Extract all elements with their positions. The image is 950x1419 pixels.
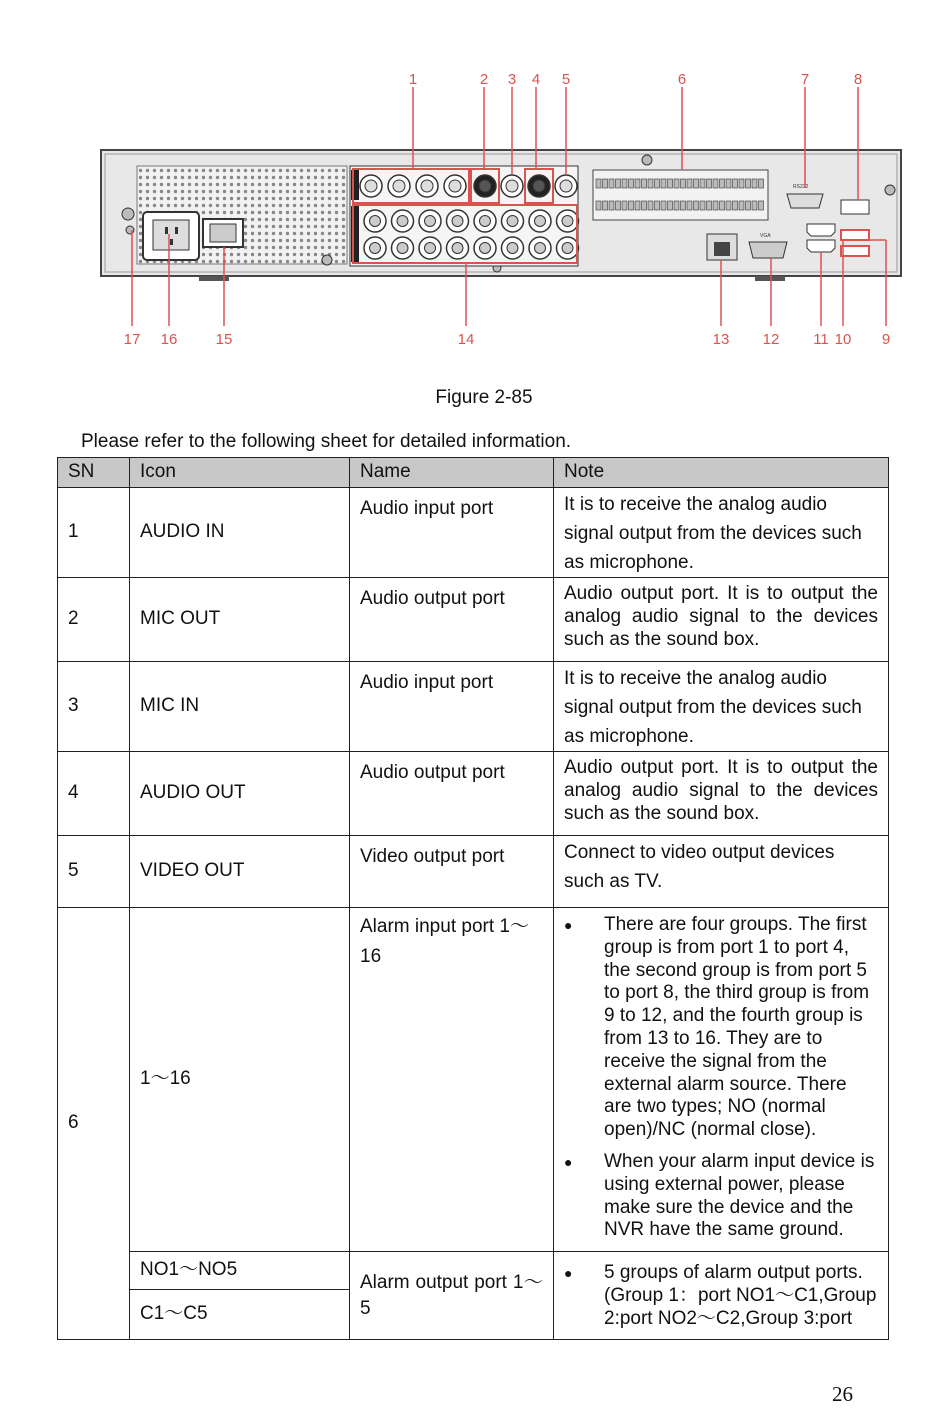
bnc-connector-icon: [388, 175, 410, 197]
bnc-connector-icon: [557, 237, 579, 259]
callout-number: 3: [507, 71, 517, 88]
note-bullet-list: [564, 1262, 878, 1330]
terminal-pin-icon: [648, 179, 653, 188]
note-cell: [554, 1252, 889, 1340]
terminal-pin-icon: [681, 179, 686, 188]
bnc-connector-icon: [474, 237, 496, 259]
terminal-pin-icon: [622, 201, 627, 210]
bnc-connector-icon: [529, 210, 551, 232]
terminal-pin-icon: [687, 179, 692, 188]
name-cell: Audio input port: [350, 488, 554, 578]
table-row: [58, 752, 889, 836]
terminal-pin-icon: [726, 201, 731, 210]
svg-text:VGA: VGA: [760, 233, 771, 239]
terminal-pin-icon: [700, 201, 705, 210]
bnc-connector-icon: [474, 210, 496, 232]
sn-cell: 5: [58, 836, 130, 908]
bnc-connector-icon: [501, 175, 523, 197]
terminal-pin-icon: [674, 179, 679, 188]
terminal-pin-icon: [635, 201, 640, 210]
icon-cell: C1～C5: [130, 1290, 350, 1340]
name-cell: Audio output port: [350, 752, 554, 836]
icon-cell: VIDEO OUT: [130, 836, 350, 908]
table-row: [58, 662, 889, 752]
callout-number: 7: [800, 71, 810, 88]
callout-number: 11: [813, 331, 829, 348]
terminal-pin-icon: [733, 179, 738, 188]
table-header-row: [58, 458, 889, 488]
header-name: Name: [350, 458, 554, 488]
terminal-pin-icon: [707, 179, 712, 188]
terminal-pin-icon: [746, 179, 751, 188]
callout-number: 4: [531, 71, 541, 88]
nvr-rear-panel-figure: [95, 62, 905, 357]
terminal-pin-icon: [726, 179, 731, 188]
list-item: ● 5 groups of alarm output ports. (Group 1：port NO1～C1,Group 2:port NO2～C2,Group 3:port: [564, 1262, 878, 1330]
list-item: ● When your alarm input device is using external power, please make sure the device and the NVR have the same ground.: [564, 1151, 878, 1242]
bnc-connector-icon: [392, 210, 414, 232]
table-row: [58, 836, 889, 908]
terminal-pin-icon: [759, 179, 764, 188]
bnc-connector-icon: [447, 237, 469, 259]
terminal-pin-icon: [596, 201, 601, 210]
terminal-pin-icon: [752, 201, 757, 210]
terminal-pin-icon: [694, 179, 699, 188]
sn-cell: 2: [58, 578, 130, 662]
terminal-pin-icon: [733, 201, 738, 210]
bnc-connector-icon: [364, 237, 386, 259]
sn-cell: 6: [58, 908, 130, 1340]
terminal-pin-icon: [661, 179, 666, 188]
bnc-connector-icon: [419, 237, 441, 259]
bnc-connector-icon: [364, 210, 386, 232]
note-cell: It is to receive the analog audio signal output from the devices such as microphone.: [554, 488, 889, 578]
callout-number: 1: [408, 71, 418, 88]
name-cell: Audio input port: [350, 662, 554, 752]
terminal-pin-icon: [759, 201, 764, 210]
sn-cell: 3: [58, 662, 130, 752]
bnc-connector-icon: [555, 175, 577, 197]
terminal-pin-icon: [739, 201, 744, 210]
terminal-pin-icon: [648, 201, 653, 210]
svg-text:RS232: RS232: [793, 184, 809, 190]
icon-cell: MIC IN: [130, 662, 350, 752]
port-table: [57, 457, 889, 1340]
terminal-pin-icon: [746, 201, 751, 210]
icon-cell: AUDIO IN: [130, 488, 350, 578]
icon-cell: NO1～NO5: [130, 1252, 350, 1290]
terminal-pin-icon: [668, 201, 673, 210]
bnc-connector-icon: [419, 210, 441, 232]
icon-cell: AUDIO OUT: [130, 752, 350, 836]
bnc-connector-icon: [392, 237, 414, 259]
terminal-pin-icon: [707, 201, 712, 210]
callout-number: 15: [215, 331, 233, 348]
callout-number: 10: [834, 331, 852, 348]
bnc-connector-icon: [474, 175, 496, 197]
list-item: ● There are four groups. The first group is from port 1 to port 4, the second group is from port 5 to port 8, the third group is from 9 to 12, and the fourth group is from 13 to 16. They are to receive the signal from the external alarm source. There are two types; NO (normal open)/NC (normal close).: [564, 914, 878, 1142]
intro-text: Please refer to the following sheet for detailed information.: [81, 431, 572, 452]
terminal-pin-icon: [629, 201, 634, 210]
callout-number: 6: [677, 71, 687, 88]
header-sn: SN: [58, 458, 130, 488]
bnc-connector-icon: [557, 210, 579, 232]
name-cell: Video output port: [350, 836, 554, 908]
callout-number: 9: [881, 331, 891, 348]
bnc-connector-icon: [529, 237, 551, 259]
terminal-pin-icon: [661, 201, 666, 210]
terminal-pin-icon: [655, 201, 660, 210]
terminal-pin-icon: [739, 179, 744, 188]
terminal-pin-icon: [752, 179, 757, 188]
icon-cell: MIC OUT: [130, 578, 350, 662]
terminal-pin-icon: [622, 179, 627, 188]
header-note: Note: [554, 458, 889, 488]
terminal-pin-icon: [681, 201, 686, 210]
terminal-pin-icon: [720, 179, 725, 188]
terminal-pin-icon: [687, 201, 692, 210]
bnc-connector-icon: [416, 175, 438, 197]
bnc-connector-icon: [360, 175, 382, 197]
table-row: [58, 488, 889, 578]
name-cell: Alarm input port 1～16: [350, 908, 554, 1252]
bnc-connector-icon: [447, 210, 469, 232]
callout-number: 17: [123, 331, 141, 348]
note-cell: [554, 908, 889, 1252]
callout-number: 14: [457, 331, 475, 348]
terminal-pin-icon: [668, 179, 673, 188]
callout-number: 13: [712, 331, 730, 348]
name-cell: Alarm output port 1～5: [350, 1252, 554, 1340]
icon-cell: 1～16: [130, 908, 350, 1252]
note-cell: Audio output port. It is to output the analog audio signal to the devices such as the sound box.: [554, 578, 889, 662]
terminal-pin-icon: [609, 179, 614, 188]
terminal-pin-icon: [674, 201, 679, 210]
terminal-pin-icon: [694, 201, 699, 210]
note-cell: Connect to video output devices such as TV.: [554, 836, 889, 908]
terminal-pin-icon: [616, 179, 621, 188]
terminal-pin-icon: [635, 179, 640, 188]
sn-cell: 1: [58, 488, 130, 578]
terminal-pin-icon: [713, 179, 718, 188]
note-cell: It is to receive the analog audio signal output from the devices such as microphone.: [554, 662, 889, 752]
terminal-pin-icon: [596, 179, 601, 188]
bnc-connector-icon: [444, 175, 466, 197]
callout-number: 12: [762, 331, 780, 348]
terminal-pin-icon: [629, 179, 634, 188]
note-cell: Audio output port. It is to output the analog audio signal to the devices such as the sound box.: [554, 752, 889, 836]
callout-number: 16: [160, 331, 178, 348]
terminal-pin-icon: [603, 201, 608, 210]
bnc-connector-icon: [502, 210, 524, 232]
terminal-pin-icon: [700, 179, 705, 188]
name-cell: Audio output port: [350, 578, 554, 662]
terminal-pin-icon: [642, 201, 647, 210]
terminal-pin-icon: [609, 201, 614, 210]
table-row: [58, 578, 889, 662]
terminal-pin-icon: [713, 201, 718, 210]
terminal-pin-icon: [603, 179, 608, 188]
figure-caption: Figure 2-85: [435, 387, 533, 408]
header-icon: Icon: [130, 458, 350, 488]
page-number: 26: [832, 1382, 853, 1406]
sn-cell: 4: [58, 752, 130, 836]
callout-number: 5: [561, 71, 571, 88]
note-bullet-list: [564, 914, 878, 1242]
bnc-connector-icon: [528, 175, 550, 197]
callout-number: 8: [853, 71, 863, 88]
terminal-pin-icon: [655, 179, 660, 188]
terminal-pin-icon: [720, 201, 725, 210]
bnc-connector-icon: [502, 237, 524, 259]
table-row: [58, 908, 889, 1252]
callout-number: 2: [479, 71, 489, 88]
terminal-pin-icon: [642, 179, 647, 188]
table-row: [58, 1252, 889, 1290]
terminal-pin-icon: [616, 201, 621, 210]
